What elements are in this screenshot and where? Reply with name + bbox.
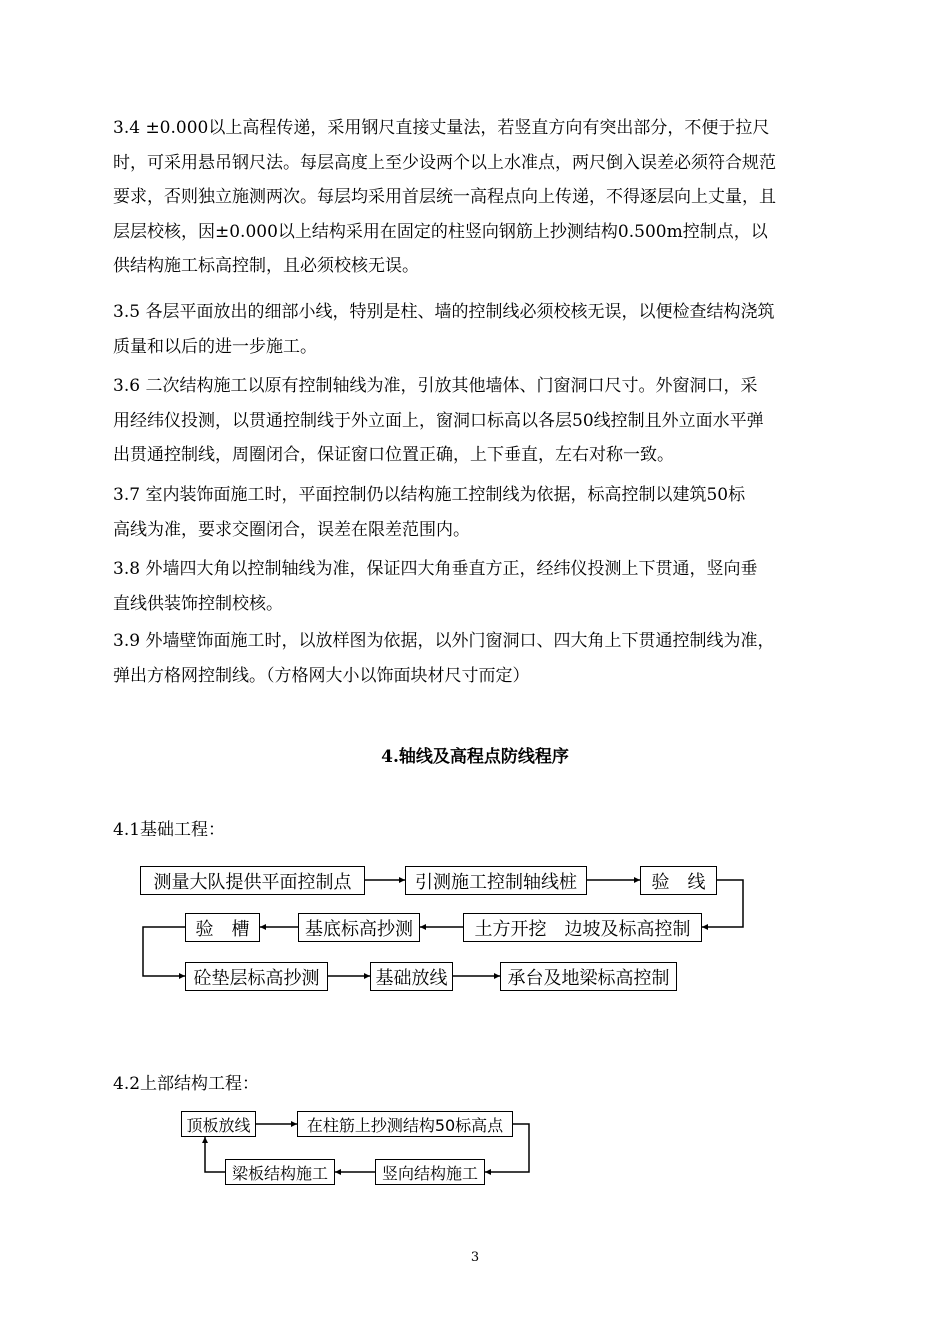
superstructure-heading: 4.2上部结构工程： xyxy=(113,1074,260,1094)
foundation-heading: 4.1基础工程： xyxy=(113,820,226,840)
paragraph-line: 用经纬仪投测，以贯通控制线于外立面上，窗洞口标高以各层50线控制且外立面水平弹 xyxy=(113,410,764,431)
paragraph-line: 出贯通控制线，周圈闭合，保证窗口位置正确，上下垂直，左右对称一致。 xyxy=(113,445,674,465)
flow-step-slab-layout: 顶板放线 xyxy=(181,1111,256,1137)
paragraph-line: 直线供装饰控制校核。 xyxy=(113,593,283,614)
paragraph-line: 时，可采用悬吊钢尺法。每层高度上至少设两个以上水准点，两尺倒入误差必须符合规范 xyxy=(113,152,776,173)
paragraph-line: 3.9 外墙壁饰面施工时，以放样图为依据，以外门窗洞口、四大角上下贯通控制线为准， xyxy=(113,631,775,651)
flow-step-beam-slab-structure: 梁板结构施工 xyxy=(225,1159,335,1185)
flow-step-plane-control-points: 测量大队提供平面控制点 xyxy=(140,866,365,895)
flow-step-line-check: 验 线 xyxy=(640,866,717,895)
page-number: 3 xyxy=(470,1250,480,1265)
paragraph-line: 弹出方格网控制线。（方格网大小以饰面块材尺寸而定） xyxy=(113,665,530,686)
flow-step-foundation-layout: 基础放线 xyxy=(370,962,453,991)
paragraph-line: 质量和以后的进一步施工。 xyxy=(113,336,317,357)
flow-step-vertical-structure: 竖向结构施工 xyxy=(375,1159,485,1185)
flow-step-pilecap-beam-elevation: 承台及地梁标高控制 xyxy=(500,962,677,991)
paragraph-line: 3.5 各层平面放出的细部小线，特别是柱、墙的控制线必须校核无误，以便检查结构浇筑 xyxy=(113,302,775,322)
paragraph-line: 高线为准，要求交圈闭合，误差在限差范围内。 xyxy=(113,519,470,540)
paragraph-line: 3.8 外墙四大角以控制轴线为准，保证四大角垂直方正，经纬仪投测上下贯通，竖向垂 xyxy=(113,559,758,579)
paragraph-line: 供结构施工标高控制，且必须校核无误。 xyxy=(113,256,419,276)
paragraph-line: 要求，否则独立施测两次。每层均采用首层统一高程点向上传递，不得逐层向上丈量，且 xyxy=(113,187,776,207)
flow-step-trench-check: 验 槽 xyxy=(185,913,260,942)
flow-step-cushion-elevation: 砼垫层标高抄测 xyxy=(185,962,328,991)
flow-step-excavation: 土方开挖 边坡及标高控制 xyxy=(463,913,702,942)
paragraph-line: 层层校核，因±0.000以上结构采用在固定的柱竖向钢筋上抄测结构0.500m控制点，以 xyxy=(113,221,768,242)
section-title: 4.轴线及高程点防线程序 xyxy=(381,747,569,767)
flow-step-column-50-line: 在柱筋上抄测结构50标高点 xyxy=(297,1111,513,1137)
paragraph-line: 3.4 ±0.000以上高程传递，采用钢尺直接丈量法，若竖直方向有突出部分，不便于拉尺 xyxy=(113,118,770,138)
paragraph-line: 3.7 室内装饰面施工时，平面控制仍以结构施工控制线为依据，标高控制以建筑50标 xyxy=(113,485,746,505)
paragraph-line: 3.6 二次结构施工以原有控制轴线为准，引放其他墙体、门窗洞口尺寸。外窗洞口，采 xyxy=(113,376,758,396)
flow-step-axis-piles: 引测施工控制轴线桩 xyxy=(405,866,587,895)
flow-step-subbase-elevation: 基底标高抄测 xyxy=(298,913,420,942)
